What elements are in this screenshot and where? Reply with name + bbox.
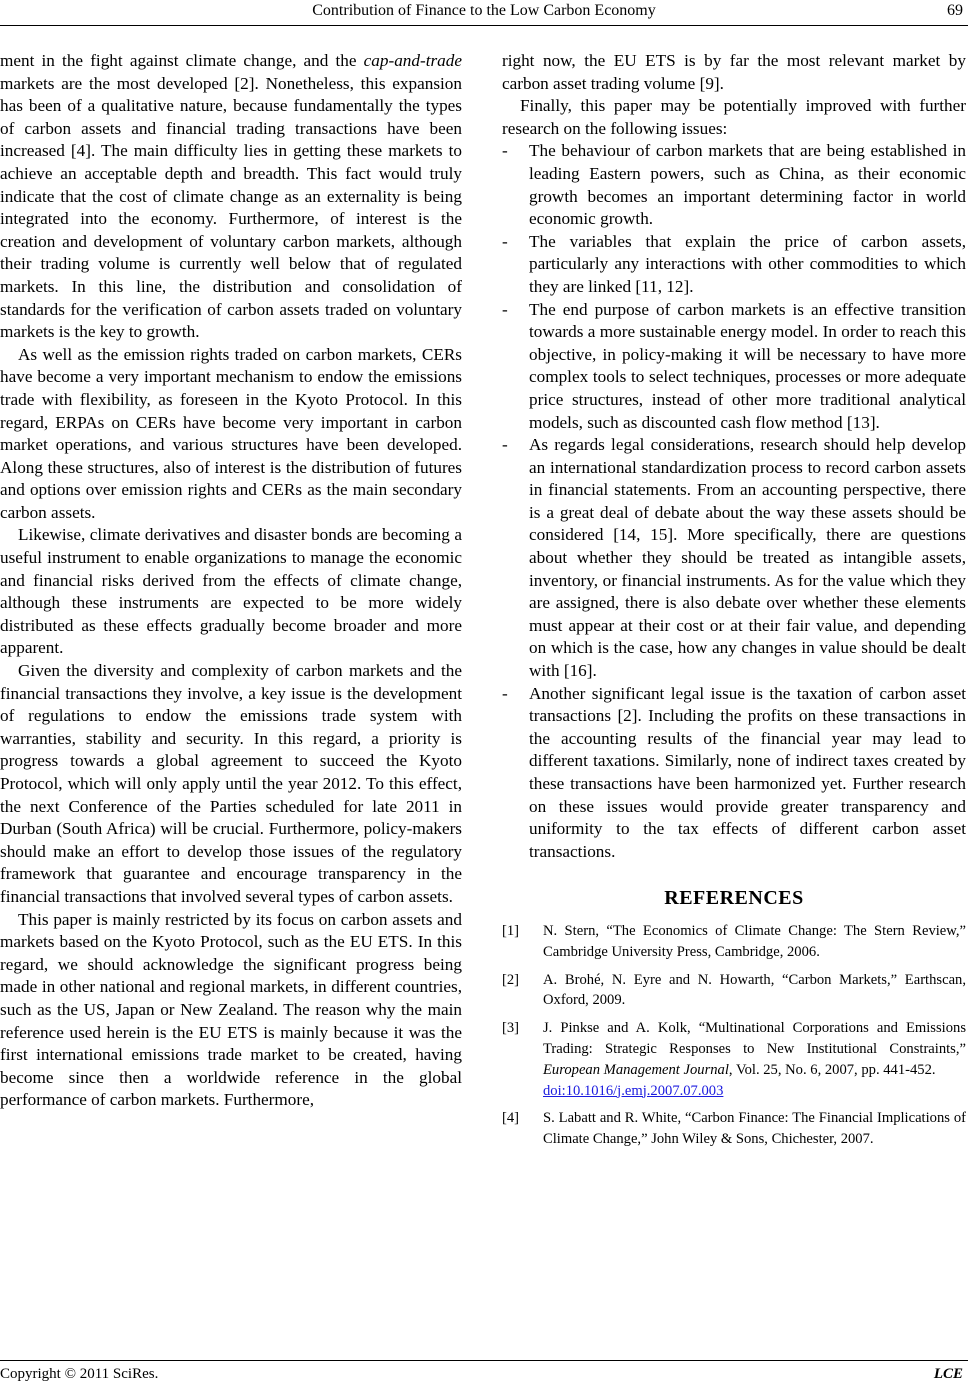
reference-number: [2]: [502, 971, 520, 988]
reference-item: [502, 970, 966, 1012]
reference-text: J. Pinkse and A. Kolk, “Multinational Corporations and Emissions Trading: Strategic Responses to New Institutional Constraints,”: [543, 1020, 966, 1057]
emphasis-cap-and-trade: cap-and-trade: [363, 51, 462, 70]
paragraph-continued: right now, the EU ETS is by far the most relevant market by carbon asset trading volume [9].: [502, 51, 966, 93]
paragraph-text: markets are the most developed [2]. Nonetheless, this expansion has been of a qualitative nature, because fundamentally the types of carbon assets and financial trading transactions have been increased [4]. The main difficulty lies in getting these markets to achieve an acceptable depth and breadth. This fact would truly indicate that the cost of climate change as an externality is being integrated into the economy. Furthermore, of interest is the creation and development of voluntary carbon markets, although their trading volume is currently well below that of regulated markets. In this line, the distribution and consolidation of standards for the verification of carbon assets traded on voluntary markets is the key to growth.: [0, 73, 462, 342]
page-number: 69: [947, 2, 963, 19]
references-heading: REFERENCES: [664, 887, 804, 910]
list-item-text: The end purpose of carbon markets is an effective transition towards a more sustainable energy model. In order to reach this objective, in policy-making it will be necessary to have more complex tools to select techniques, processes or more adequate price structures, instead of other more traditional analytical models, such as discounted cash flow method [13].: [529, 299, 966, 432]
reference-journal: European Management Journal: [543, 1061, 729, 1078]
list-item-text: The variables that explain the price of carbon assets, particularly any interactions with other commodities to which they are linked [11, 12].: [529, 231, 966, 296]
reference-text: S. Labatt and R. White, “Carbon Finance: The Financial Implications of Climate Change,” John Wiley & Sons, Chichester, 2007.: [543, 1110, 966, 1148]
paragraph-regulation: Given the diversity and complexity of carbon markets and the financial transactions they involve, a key issue is the development of regulations to endow the emissions trade system with warranties, stability and security. In this regard, a priority is progress towards a global agreement to succeed the Kyoto Protocol, which will only apply until the year 2012. To this effect, the next Conference of the Parties scheduled for late 2011 in Durban (South Africa) will be crucial. Furthermore, policy-makers should make an effort to develop those issues of the regulatory framework that guarantee and encourage transparency in the financial transactions that involved several types of carbon assets.: [0, 661, 462, 906]
reference-number: [1]: [502, 922, 520, 939]
paragraph-text: ment in the fight against climate change, and the: [0, 51, 364, 70]
reference-number: [4]: [502, 1110, 520, 1127]
paragraph-continued: [0, 50, 462, 344]
header-rule: [0, 25, 968, 26]
list-item: [502, 683, 966, 864]
reference-text: , Vol. 25, No. 6, 2007, pp. 441-452.: [728, 1061, 936, 1078]
paragraph-derivatives: Likewise, climate derivatives and disaster bonds are becoming a useful instrument to enable organizations to manage the economic and financial risks derived from the effects of climate change, although these instruments are expected to be more widely distributed as these effects gradually become broader and more apparent.: [0, 525, 462, 658]
list-item: [502, 434, 966, 683]
paragraph-future-research: Finally, this paper may be potentially improved with further research on the following issues:: [502, 96, 966, 138]
running-title: Contribution of Finance to the Low Carbon Economy: [312, 2, 656, 19]
list-item: [502, 299, 966, 435]
footer-rule: [0, 1360, 968, 1361]
copyright-notice: Copyright © 2011 SciRes.: [0, 1366, 159, 1382]
list-item-text: The behaviour of carbon markets that are being established in leading Eastern powers, such as China, as their economic growth becomes an important determining factor in world economic growth.: [529, 141, 966, 229]
page-header: [0, 0, 968, 22]
future-research-list: [502, 140, 966, 863]
journal-abbreviation: LCE: [933, 1366, 963, 1382]
paragraph-cers: As well as the emission rights traded on carbon markets, CERs have become a very important mechanism to endow the emissions trade with flexibility, as foreseen in the Kyoto Protocol. In this regard, ERPAs on CERs have become very important in carbon market operations, and various structures have been developed. Along these structures, also of interest is the distribution of futures and options over emission rights and CERs as the main secondary carbon assets.: [0, 344, 462, 522]
left-column: [0, 50, 462, 1112]
reference-item: [502, 1018, 966, 1101]
bullet-dash: -: [502, 231, 508, 251]
list-item-text: Another significant legal issue is the taxation of carbon asset transactions [2]. Including the profits on these transactions in the accounting results of the financial year may lead to different taxations. Similarly, none of indirect taxes created by these transactions have been harmonized yet. Further research on these issues would provide greater transparency and uniformity to the tax effects of different carbon asset transactions.: [529, 683, 966, 861]
reference-number: [3]: [502, 1020, 520, 1037]
bullet-dash: -: [502, 435, 508, 455]
reference-item: [502, 1108, 966, 1150]
list-item: [502, 140, 966, 230]
bullet-dash: -: [502, 299, 508, 319]
list-item: [502, 231, 966, 299]
right-column: [502, 50, 966, 1157]
bullet-dash: -: [502, 683, 508, 703]
reference-item: [502, 921, 966, 963]
bullet-dash: -: [502, 141, 508, 161]
doi-link[interactable]: doi:10.1016/j.emj.2007.07.003: [543, 1082, 724, 1099]
reference-text: N. Stern, “The Economics of Climate Change: The Stern Review,” Cambridge University Press, Cambridge, 2006.: [543, 922, 966, 960]
list-item-text: As regards legal considerations, research should help develop an international standardization process to record carbon assets in financial statements. From an accounting perspective, there is a great deal of debate about the way these assets should be considered [14, 15]. More specifically, there are questions about whether they should be treated as intangible assets, inventory, or financial instruments. As for the value which they are assigned, there is also debate over whether these elements must appear at their cost or at their fair value, and depending on which is the case, how any changes in value should be dealt with [16].: [529, 435, 966, 681]
reference-text: A. Brohé, N. Eyre and N. Howarth, “Carbon Markets,” Earthscan, Oxford, 2009.: [543, 971, 966, 1009]
paragraph-limitations: This paper is mainly restricted by its focus on carbon assets and markets based on the Kyoto Protocol, such as the EU ETS. In this regard, we should acknowledge the significant progress being made in other national and regional markets, in different countries, such as the US, Japan or New Zealand. The reason why the main reference used herein is the EU ETS is mainly because it was the first international emissions trade market to be created, having become since then a worldwide reference in the global performance of carbon markets. Furthermore,: [0, 909, 462, 1110]
page-footer: [0, 1360, 968, 1386]
